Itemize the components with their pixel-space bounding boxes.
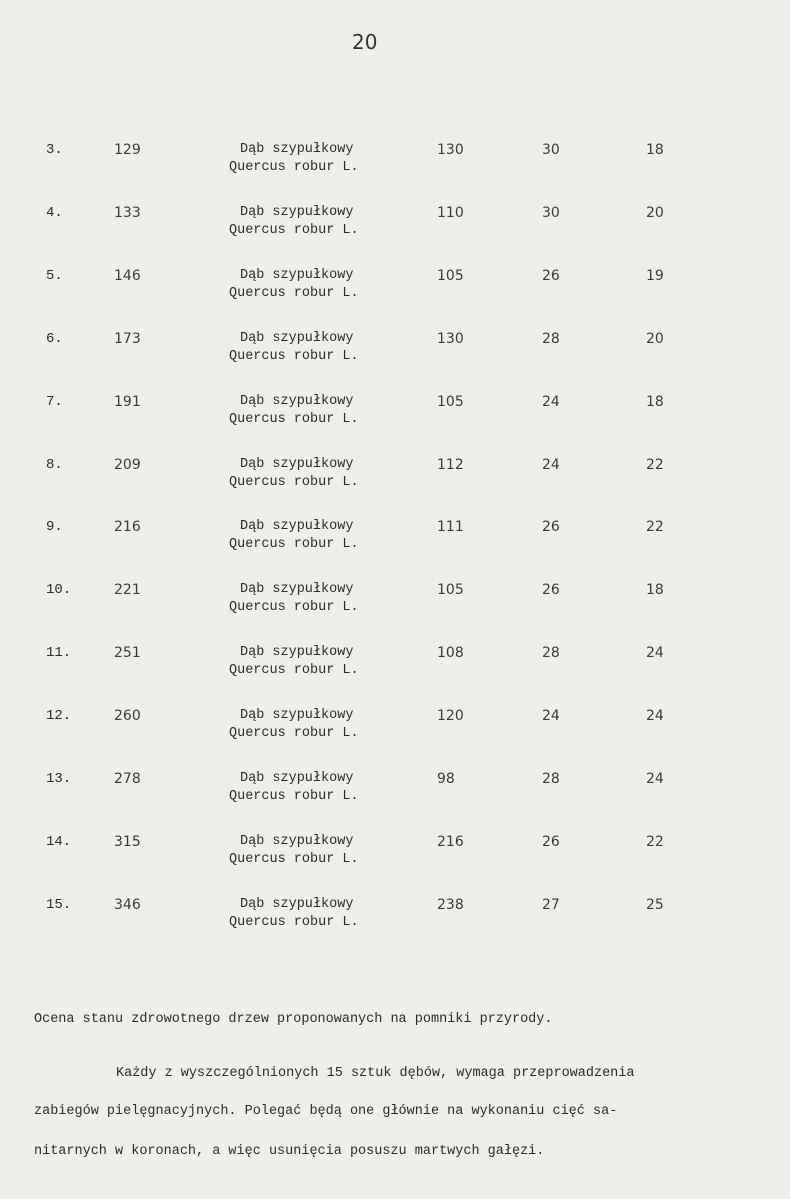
table-row — [0, 834, 790, 882]
row-number: 6. — [46, 331, 63, 347]
tree-id: 173 — [114, 331, 141, 347]
row-number: 9. — [46, 519, 63, 535]
measure-1: 108 — [437, 645, 464, 661]
measure-3: 22 — [646, 834, 664, 850]
table-row — [0, 205, 790, 253]
measure-2: 30 — [542, 142, 560, 158]
measure-1: 111 — [437, 519, 464, 535]
tree-id: 209 — [114, 457, 141, 473]
tree-id: 133 — [114, 205, 141, 221]
measure-1: 105 — [437, 582, 464, 598]
tree-id: 251 — [114, 645, 141, 661]
measure-1: 112 — [437, 457, 464, 473]
measure-2: 28 — [542, 771, 560, 787]
table-row — [0, 268, 790, 316]
measure-2: 26 — [542, 268, 560, 284]
measure-2: 28 — [542, 331, 560, 347]
table-row — [0, 771, 790, 819]
measure-3: 18 — [646, 142, 664, 158]
measure-2: 24 — [542, 708, 560, 724]
measure-1: 105 — [437, 268, 464, 284]
measure-1: 98 — [437, 771, 455, 787]
species-name-lat: Quercus robur L. — [229, 475, 359, 490]
measure-1: 105 — [437, 394, 464, 410]
measure-3: 24 — [646, 771, 664, 787]
measure-1: 120 — [437, 708, 464, 724]
measure-3: 24 — [646, 708, 664, 724]
species-name-lat: Quercus robur L. — [229, 726, 359, 741]
row-number: 5. — [46, 268, 63, 284]
paragraph-line: Każdy z wyszczególnionych 15 sztuk dębów, wymaga przeprowadzenia — [116, 1066, 635, 1081]
species-name-lat: Quercus robur L. — [229, 160, 359, 175]
species-name-lat: Quercus robur L. — [229, 412, 359, 427]
page-number: 20 — [352, 30, 378, 54]
measure-3: 19 — [646, 268, 664, 284]
table-row — [0, 897, 790, 945]
measure-2: 27 — [542, 897, 560, 913]
species-name-pl: Dąb szypułkowy — [240, 331, 354, 346]
table-row — [0, 582, 790, 630]
row-number: 10. — [46, 582, 72, 598]
species-name-lat: Quercus robur L. — [229, 286, 359, 301]
species-name-pl: Dąb szypułkowy — [240, 771, 354, 786]
species-name-pl: Dąb szypułkowy — [240, 519, 354, 534]
species-name-pl: Dąb szypułkowy — [240, 142, 354, 157]
species-name-pl: Dąb szypułkowy — [240, 834, 354, 849]
table-row — [0, 645, 790, 693]
paragraph-line: nitarnych w koronach, a więc usunięcia posuszu martwych gałęzi. — [34, 1144, 545, 1159]
species-name-lat: Quercus robur L. — [229, 600, 359, 615]
measure-3: 25 — [646, 897, 664, 913]
table-row — [0, 519, 790, 567]
paragraph-line: zabiegów pielęgnacyjnych. Polegać będą one głównie na wykonaniu cięć sa- — [34, 1104, 618, 1119]
row-number: 13. — [46, 771, 72, 787]
measure-1: 238 — [437, 897, 464, 913]
row-number: 8. — [46, 457, 63, 473]
species-name-pl: Dąb szypułkowy — [240, 205, 354, 220]
tree-id: 216 — [114, 519, 141, 535]
tree-id: 221 — [114, 582, 141, 598]
species-name-pl: Dąb szypułkowy — [240, 897, 354, 912]
table-row — [0, 457, 790, 505]
species-name-pl: Dąb szypułkowy — [240, 582, 354, 597]
row-number: 11. — [46, 645, 72, 661]
species-name-lat: Quercus robur L. — [229, 349, 359, 364]
section-heading: Ocena stanu zdrowotnego drzew proponowanych na pomniki przyrody. — [34, 1012, 553, 1027]
species-name-lat: Quercus robur L. — [229, 223, 359, 238]
measure-2: 24 — [542, 394, 560, 410]
measure-3: 18 — [646, 582, 664, 598]
species-name-pl: Dąb szypułkowy — [240, 268, 354, 283]
species-name-lat: Quercus robur L. — [229, 663, 359, 678]
measure-3: 22 — [646, 519, 664, 535]
row-number: 15. — [46, 897, 72, 913]
table-row — [0, 331, 790, 379]
table-row — [0, 708, 790, 756]
tree-id: 191 — [114, 394, 141, 410]
row-number: 7. — [46, 394, 63, 410]
row-number: 12. — [46, 708, 72, 724]
measure-2: 24 — [542, 457, 560, 473]
species-name-lat: Quercus robur L. — [229, 915, 359, 930]
row-number: 3. — [46, 142, 63, 158]
species-name-lat: Quercus robur L. — [229, 852, 359, 867]
tree-id: 129 — [114, 142, 141, 158]
tree-id: 346 — [114, 897, 141, 913]
table-row — [0, 394, 790, 442]
tree-id: 146 — [114, 268, 141, 284]
species-name-lat: Quercus robur L. — [229, 537, 359, 552]
tree-id: 260 — [114, 708, 141, 724]
tree-id: 315 — [114, 834, 141, 850]
measure-2: 30 — [542, 205, 560, 221]
measure-3: 22 — [646, 457, 664, 473]
table-row — [0, 142, 790, 190]
row-number: 14. — [46, 834, 72, 850]
measure-3: 24 — [646, 645, 664, 661]
species-name-lat: Quercus robur L. — [229, 789, 359, 804]
measure-2: 28 — [542, 645, 560, 661]
measure-1: 110 — [437, 205, 464, 221]
species-name-pl: Dąb szypułkowy — [240, 457, 354, 472]
measure-1: 216 — [437, 834, 464, 850]
measure-2: 26 — [542, 834, 560, 850]
measure-3: 18 — [646, 394, 664, 410]
row-number: 4. — [46, 205, 63, 221]
tree-id: 278 — [114, 771, 141, 787]
species-name-pl: Dąb szypułkowy — [240, 708, 354, 723]
measure-2: 26 — [542, 582, 560, 598]
measure-3: 20 — [646, 205, 664, 221]
species-name-pl: Dąb szypułkowy — [240, 645, 354, 660]
measure-3: 20 — [646, 331, 664, 347]
measure-1: 130 — [437, 142, 464, 158]
measure-2: 26 — [542, 519, 560, 535]
species-name-pl: Dąb szypułkowy — [240, 394, 354, 409]
measure-1: 130 — [437, 331, 464, 347]
